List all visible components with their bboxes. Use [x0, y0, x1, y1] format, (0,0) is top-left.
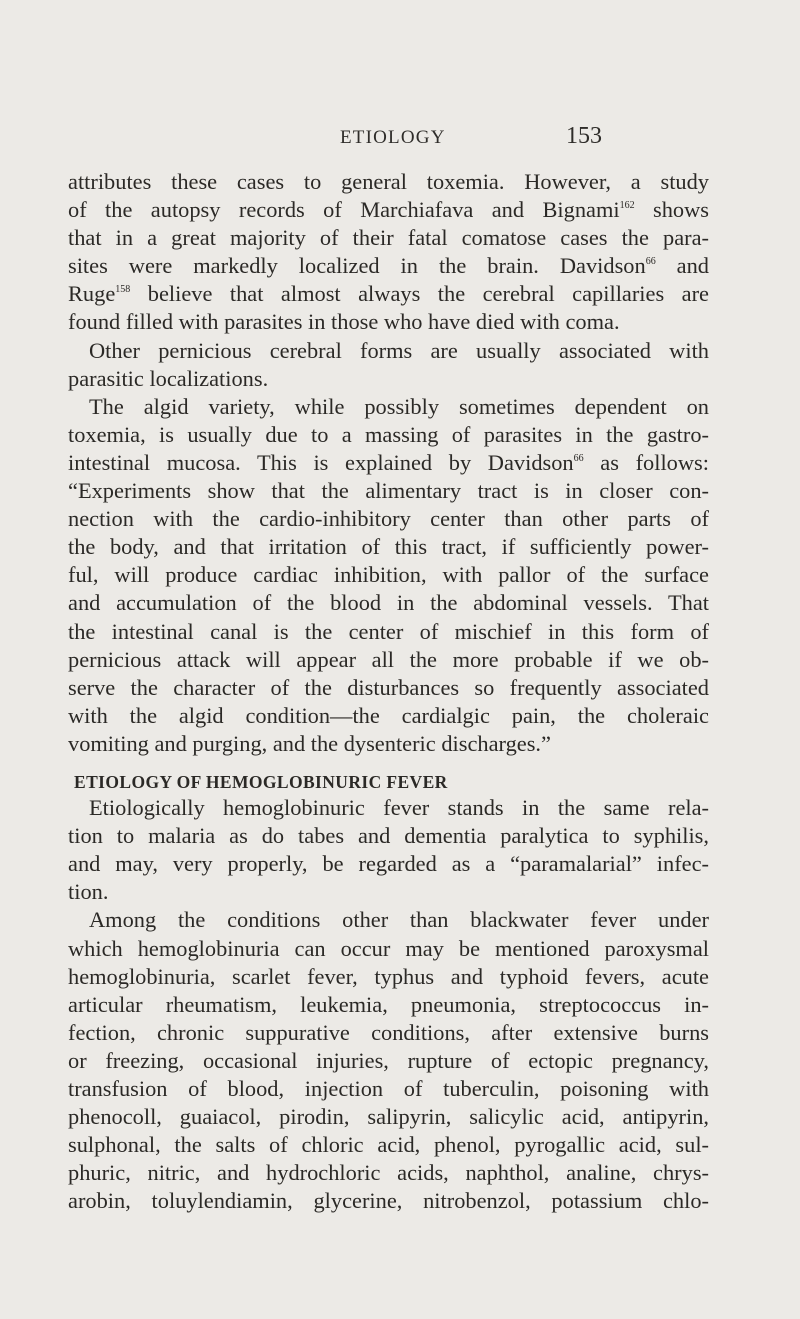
- text-line: found filled with parasites in those who have died with coma.: [68, 309, 620, 335]
- text-line: which hemoglobinuria can occur may be mentioned paroxysmal: [68, 935, 709, 961]
- text-line: tion to malaria as do tabes and dementia paralytica to syphilis,: [68, 823, 709, 849]
- text-fragment: believe that almost always the cerebral capillaries are: [130, 281, 709, 307]
- text-fragment: intestinal mucosa. This is explained by Davidson: [68, 449, 574, 475]
- page-number: 153: [566, 123, 602, 149]
- text-line: that in a great majority of their fatal comatose cases the para-: [68, 225, 709, 251]
- text-line: or freezing, occasional injuries, rupture of ectopic pregnancy,: [68, 1047, 709, 1073]
- citation-ref: 66: [645, 256, 656, 268]
- text-line: Etiologically hemoglobinuric fever stands in the same rela-: [89, 795, 709, 821]
- text-line: hemoglobinuria, scarlet fever, typhus and typhoid fevers, acute: [68, 963, 709, 989]
- text-line: [68, 449, 709, 477]
- text-line: articular rheumatism, leukemia, pneumonia, streptococcus in-: [68, 991, 709, 1017]
- text-line: Among the conditions other than blackwater fever under: [89, 907, 709, 933]
- text-line: ful, will produce cardiac inhibition, with pallor of the surface: [68, 562, 709, 588]
- citation-ref: 66: [573, 452, 584, 464]
- text-line: serve the character of the disturbances so frequently associated: [68, 674, 709, 700]
- citation-ref: 158: [115, 284, 131, 296]
- text-line: parasitic localizations.: [68, 365, 269, 391]
- text-line: phuric, nitric, and hydrochloric acids, naphthol, analine, chrys-: [68, 1160, 709, 1186]
- paragraph-algid-variety: [68, 393, 709, 758]
- text-line: arobin, toluylendiamin, glycerine, nitrobenzol, potassium chlo-: [68, 1188, 709, 1214]
- text-fragment: sites were markedly localized in the brain. Davidson: [68, 253, 646, 279]
- text-fragment: and: [655, 253, 709, 279]
- text-line: and may, very properly, be regarded as a “paramalarial” infec-: [68, 851, 709, 877]
- text-line: pernicious attack will appear all the more probable if we ob-: [68, 646, 709, 672]
- text-line: The algid variety, while possibly sometimes dependent on: [89, 393, 709, 419]
- text-fragment: Ruge: [68, 281, 116, 307]
- paragraph-coma-localization: [68, 168, 709, 337]
- text-line: Other pernicious cerebral forms are usually associated with: [89, 337, 709, 363]
- section-heading: ETIOLOGY OF HEMOGLOBINURIC FEVER: [74, 771, 448, 792]
- text-line: nection with the cardio-inhibitory center than other parts of: [68, 506, 709, 532]
- body-text: [68, 168, 709, 1215]
- text-line: transfusion of blood, injection of tuberculin, poisoning with: [68, 1076, 709, 1101]
- text-line: sulphonal, the salts of chloric acid, phenol, pyrogallic acid, sul-: [68, 1132, 709, 1158]
- paragraph-cerebral-forms: [68, 337, 709, 393]
- text-line: “Experiments show that the alimentary tract is in closer con-: [68, 478, 709, 504]
- text-fragment: as follows:: [583, 449, 709, 475]
- text-line: and accumulation of the blood in the abdominal vessels. That: [68, 590, 709, 616]
- text-fragment: shows: [634, 197, 709, 223]
- text-fragment: of the autopsy records of Marchiafava and Bignami: [68, 197, 620, 223]
- text-line: [68, 280, 709, 308]
- text-line: fection, chronic suppurative conditions, after extensive burns: [68, 1019, 709, 1045]
- text-line: toxemia, is usually due to a massing of parasites in the gastro-: [68, 421, 709, 447]
- paragraph-hemoglobinuric-etiology: [68, 794, 709, 906]
- text-line: [68, 252, 709, 280]
- text-line: with the algid condition—the cardialgic pain, the choleraic: [68, 702, 709, 728]
- paragraph-other-conditions: [68, 906, 709, 1215]
- running-title: ETIOLOGY: [340, 127, 446, 148]
- text-line: vomiting and purging, and the dysenteric discharges.”: [68, 730, 551, 756]
- text-line: attributes these cases to general toxemia. However, a study: [68, 169, 709, 194]
- citation-ref: 162: [619, 200, 635, 212]
- text-line: the body, and that irritation of this tract, if sufficiently power-: [68, 534, 709, 560]
- text-line: [68, 196, 709, 224]
- running-head: [0, 123, 800, 153]
- text-line: phenocoll, guaiacol, pirodin, salipyrin, salicylic acid, antipyrin,: [68, 1104, 709, 1130]
- text-line: tion.: [68, 879, 109, 905]
- text-line: the intestinal canal is the center of mischief in this form of: [68, 618, 709, 644]
